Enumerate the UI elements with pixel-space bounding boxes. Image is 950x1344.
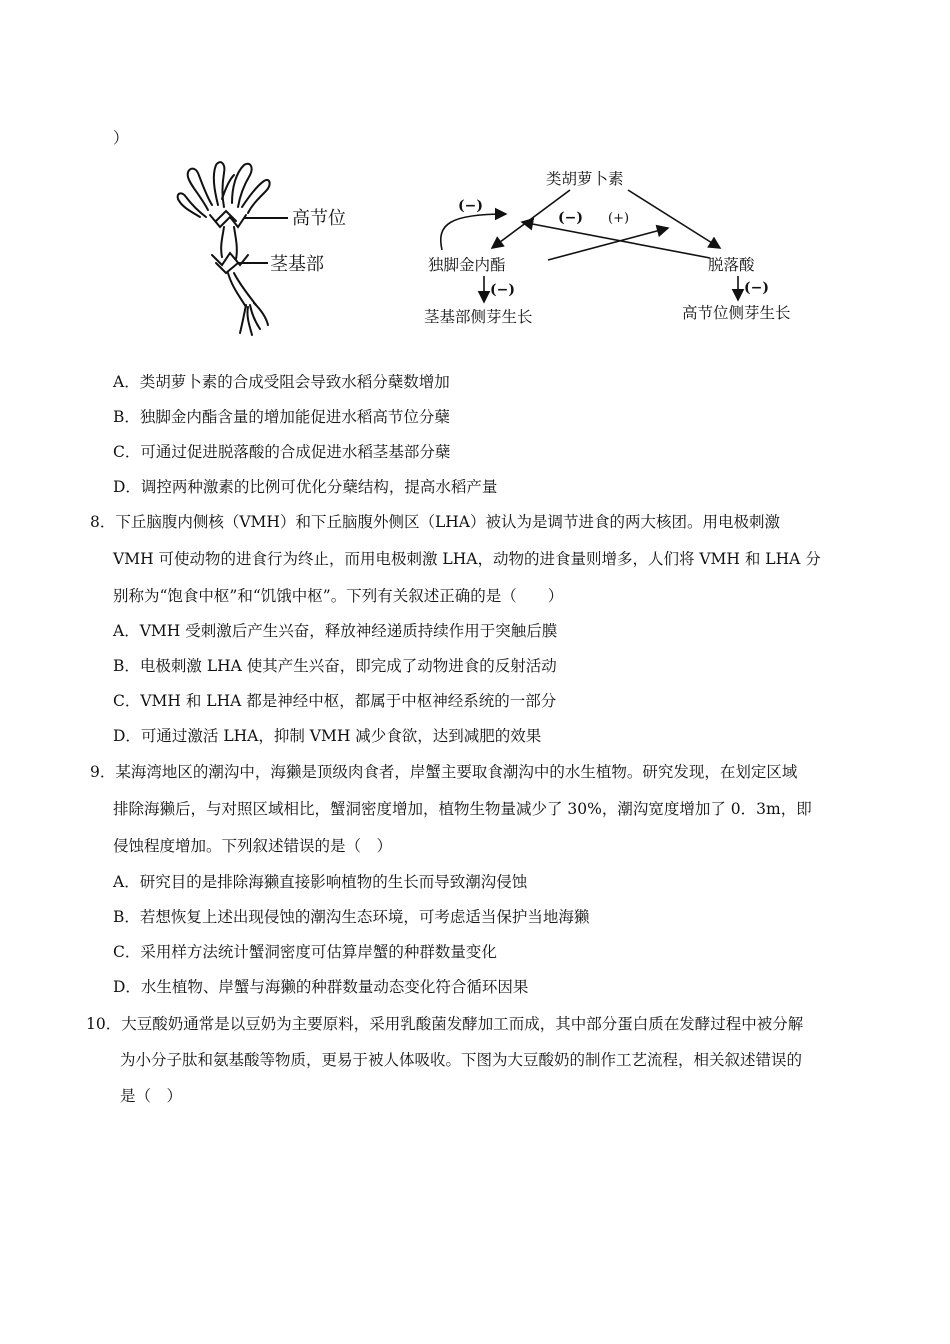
carryover-paren: ） [113, 129, 129, 147]
stem-base-bud-node: 茎基部侧芽生长 [424, 308, 533, 326]
label-middle-plus: (+) [608, 211, 630, 226]
q9-option-b: B．若想恢复上述出现侵蚀的潮沟生态环境，可考虑适当保护当地海獭 [113, 908, 590, 926]
q7-option-d: D．调控两种激素的比例可优化分蘖结构，提高水稻产量 [113, 478, 498, 496]
label-high-bud-minus: (−) [744, 280, 769, 296]
q9-option-c: C．采用样方法统计蟹洞密度可估算岸蟹的种群数量变化 [113, 943, 497, 961]
rice-plant-figure [160, 155, 380, 340]
q10-stem-line-3: 是（ ） [120, 1087, 183, 1105]
q7-option-b: B．独脚金内酯含量的增加能促进水稻高节位分蘖 [113, 408, 450, 426]
q8-option-b: B．电极刺激 LHA 使其产生兴奋，即完成了动物进食的反射活动 [113, 657, 557, 675]
stem-base-label: 茎基部 [270, 254, 324, 275]
carotene-node: 类胡萝卜素 [546, 170, 624, 188]
q8-stem-line-1: 8．下丘脑腹内侧核（VMH）和下丘脑腹外侧区（LHA）被认为是调节进食的两大核团。用电极刺激 [90, 513, 780, 531]
q8-option-d: D．可通过激活 LHA，抑制 VMH 减少食欲，达到减肥的效果 [113, 727, 542, 745]
label-feedback-minus: (−) [458, 198, 483, 214]
abscisic-acid-node: 脱落酸 [708, 256, 755, 274]
q10-stem-line-1: 10．大豆酸奶通常是以豆奶为主要原料，采用乳酸菌发酵加工而成，其中部分蛋白质在发酵过程中被分解 [86, 1015, 804, 1033]
label-stem-bud-minus: (−) [490, 282, 515, 298]
hormone-regulation-diagram [410, 160, 830, 340]
rice-plant-drawing [178, 162, 270, 335]
q9-option-a: A．研究目的是排除海獭直接影响植物的生长而导致潮沟侵蚀 [113, 873, 528, 891]
label-middle-minus: (−) [558, 210, 583, 226]
arrow-abscisic-to-carotene [522, 222, 710, 258]
q7-option-a: A．类胡萝卜素的合成受阻会导致水稻分蘖数增加 [113, 373, 450, 391]
q7-option-c: C．可通过促进脱落酸的合成促进水稻茎基部分蘖 [113, 443, 451, 461]
q9-stem-line-1: 9．某海湾地区的潮沟中，海獭是顶级肉食者，岸蟹主要取食潮沟中的水生植物。研究发现，在划定区域 [90, 763, 798, 781]
q8-stem-line-2: VMH 可使动物的进食行为终止，而用电极刺激 LHA，动物的进食量则增多，人们将 VMH 和 LHA 分 [113, 550, 821, 568]
high-node-bud-node: 高节位侧芽生长 [682, 304, 791, 322]
arrow-strigolactone-to-carotene [548, 228, 668, 260]
q8-option-c: C．VMH 和 LHA 都是神经中枢，都属于中枢神经系统的一部分 [113, 692, 557, 710]
q9-stem-line-3: 侵蚀程度增加。下列叙述错误的是（ ） [113, 837, 393, 855]
high-node-label: 高节位 [292, 208, 346, 229]
q10-stem-line-2: 为小分子肽和氨基酸等物质，更易于被人体吸收。下图为大豆酸奶的制作工艺流程，相关叙述错误的 [120, 1051, 803, 1069]
q9-option-d: D．水生植物、岸蟹与海獭的种群数量动态变化符合循环因果 [113, 978, 529, 996]
q9-stem-line-2: 排除海獭后，与对照区域相比，蟹洞密度增加，植物生物量减少了 30%，潮沟宽度增加了 0．3m，即 [113, 800, 812, 818]
q8-stem-line-3: 别称为“饱食中枢”和“饥饿中枢”。下列有关叙述正确的是（ ） [113, 587, 564, 605]
strigolactone-node: 独脚金内酯 [428, 256, 506, 274]
arrow-carotene-to-abscisic [628, 190, 720, 248]
q8-option-a: A．VMH 受刺激后产生兴奋，释放神经递质持续作用于突触后膜 [113, 622, 558, 640]
